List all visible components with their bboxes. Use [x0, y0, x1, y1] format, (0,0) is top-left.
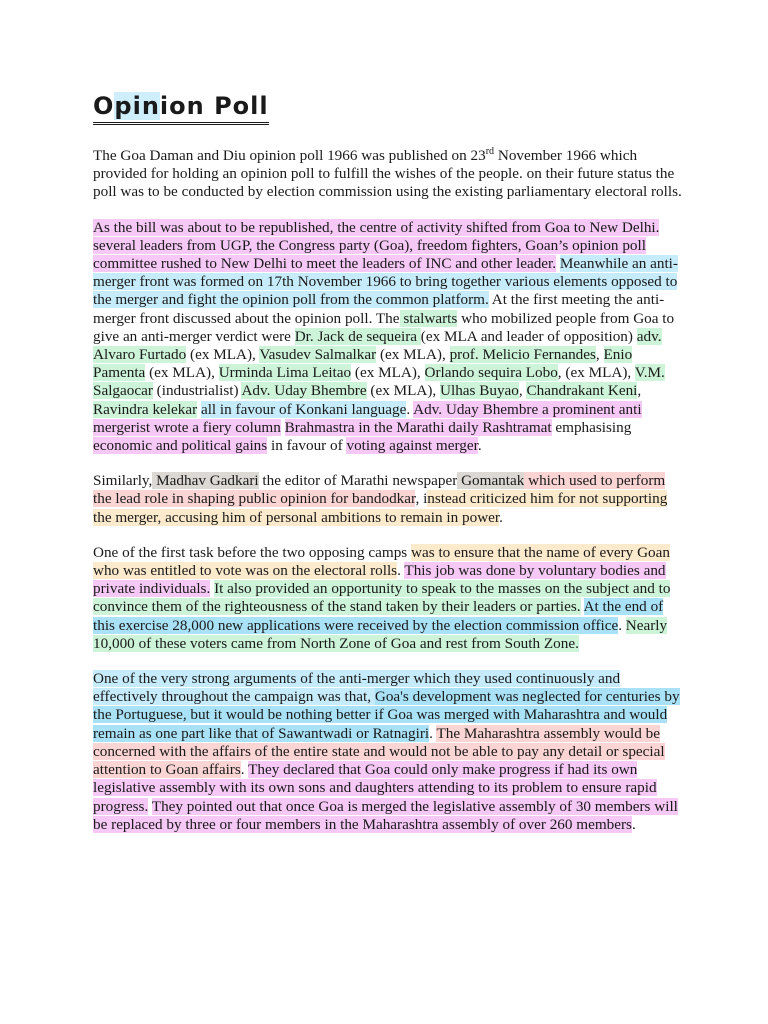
title-part: on Poll — [169, 92, 269, 120]
paragraph-2 — [93, 219, 683, 456]
highlight-gray: Gomantak — [457, 472, 525, 490]
paragraph-1 — [93, 147, 683, 202]
highlight-blue: all in favour of Konkani language — [200, 400, 407, 418]
highlight-blue-strong: Goa's development was neglected for centuries by the Portuguese, but it would be nothing better if Goa was merged with Maharashtra and would remain as one part like that of Sawantwadi or Ratnagiri — [93, 688, 680, 742]
text-span: . — [618, 616, 626, 634]
text-span: . — [499, 508, 503, 526]
text-span: in favour of — [267, 437, 347, 455]
text-span: , i — [415, 490, 428, 508]
text-span: (ex MLA), — [366, 382, 440, 400]
highlight-green: Ravindra kelekar — [93, 400, 198, 418]
highlight-green: Enio Pamenta — [93, 346, 633, 382]
text-span: . — [240, 761, 249, 779]
highlight-pink: wrote a fiery column — [153, 418, 281, 436]
highlight-blue: At the end of this exercise 28,000 new applications were received by the election commission office — [93, 598, 664, 634]
highlight-green: stalwarts — [399, 309, 458, 327]
text-span: One of the first task before the two opposing camps — [93, 543, 412, 561]
highlight-pink: voting against merger — [346, 437, 478, 455]
paragraph-5 — [93, 670, 683, 834]
highlight-gray: Madhav Gadkari — [152, 472, 259, 490]
title-part-highlight: pin — [114, 92, 160, 120]
text-span: , (ex MLA), — [557, 364, 635, 382]
paragraph-4 — [93, 544, 683, 653]
highlight-green: prof. Melicio Fernandes — [449, 346, 596, 364]
p1-superscript: rd — [485, 145, 495, 157]
highlight-green: Vasudev Salmalkar — [259, 346, 377, 364]
highlight-salmon: which used to perform the lead role in shaping public opinion for bandodkar — [93, 472, 666, 508]
p1-text-a: The Goa Daman and Diu opinion poll 1966 was published on 23 — [93, 147, 486, 164]
text-span: (ex MLA), — [376, 346, 450, 364]
highlight-pink: Brahmastra in the Marathi daily Rashtramat — [284, 418, 552, 436]
highlight-pink: They declared that Goa could only make progress if had its own legislative assembly with its own sons and daughters attending to its problem to ensure rapid progress. — [93, 761, 657, 815]
highlight-pink: economic and political gains — [93, 437, 268, 455]
text-span: , — [637, 382, 642, 400]
text-span: (industrialist) — [152, 382, 242, 400]
title-part: O — [93, 92, 115, 120]
text-span: . — [429, 724, 437, 742]
text-span: , — [595, 346, 604, 364]
highlight-pink: As the bill was about to be republished, the centre of activity shifted from Goa to New Delhi. several leaders from UGP, the Congress party (Goa), freedom fighters, Goan’s opinion poll committee rushed to New Delhi to meet the leaders of INC and other leader. — [93, 218, 660, 273]
highlight-salmon: The Maharashtra assembly would be concerned with the affairs of the entire state and would not be able to pay any detail or special attention to Goan affairs — [93, 724, 665, 779]
highlight-green: Chandrakant Keni — [526, 382, 638, 400]
highlight-green: adv. Alvaro Furtado — [93, 327, 662, 364]
highlight-pink: This job was done by voluntary bodies and private individuals. — [93, 562, 666, 598]
text-span: . — [477, 437, 482, 455]
highlight-pink: They pointed out that once Goa is merged the legislative assembly of 30 members will be replaced by three or four members in the Maharashtra assembly of over 260 members — [93, 797, 678, 833]
text-span: , — [518, 382, 527, 400]
title-part: i — [159, 92, 170, 120]
text-span: (ex MLA and leader of opposition) — [420, 327, 637, 345]
highlight-green: Orlando sequira Lobo — [424, 364, 558, 382]
highlight-yellow: was to ensure that the name of every Goan who was entitled to vote was on the electoral rolls — [93, 543, 670, 580]
text-span: (ex MLA), — [145, 364, 219, 382]
highlight-green: Adv. Uday Bhembre — [241, 382, 367, 400]
text-span: emphasising — [551, 418, 632, 436]
highlight-yellow: nstead criticized him for not supporting the merger, accusing him of personal ambitions to remain in power — [93, 490, 668, 526]
paragraph-3 — [93, 472, 683, 527]
text-span: (ex MLA), — [186, 346, 260, 364]
highlight-green: V.M. Salgaocar — [93, 364, 665, 400]
highlight-green: Ulhas Buyao — [440, 382, 519, 400]
highlight-green: Urminda Lima Leitao — [218, 364, 352, 382]
highlight-blue: Meanwhile an anti-merger front was formed on 17th November 1966 to bring together various elements opposed to the merger and fight the opinion poll from the common platform. — [93, 255, 678, 309]
highlight-green: Dr. Jack de sequeira — [294, 327, 421, 345]
document-page — [93, 90, 683, 851]
text-span: . — [397, 562, 405, 580]
text-span: . — [406, 400, 414, 418]
highlight-green: It also provided an opportunity to speak to the masses on the subject and to convince them of the righteousness of the stand taken by their leaders or parties. — [93, 580, 671, 616]
page-title — [93, 90, 269, 125]
text-span: . — [631, 815, 636, 833]
text-span: the editor of Marathi newspaper — [258, 472, 458, 490]
p1-text-b: November 1966 which provided for holding an opinion poll to fulfill the wishes of the people. on their future status the poll was to be conducted by election commission using the existing parliamentary electoral rolls. — [93, 147, 682, 201]
text-span: At the first meeting the anti-merger front discussed about the opinion poll. The — [93, 291, 665, 327]
text-span: (ex MLA), — [351, 364, 425, 382]
highlight-blue: One of the very strong arguments of the anti-merger which they used continuously and effectively throughout the campaign was that, — [93, 670, 621, 706]
highlight-green: Nearly 10,000 of these voters came from North Zone of Goa and rest from South Zone. — [93, 616, 668, 652]
highlight-pink: Adv. Uday Bhembre a prominent anti mergerist — [93, 400, 642, 436]
text-span: Similarly, — [93, 472, 153, 490]
text-span: who mobilized people from Goa to give an anti-merger verdict were — [93, 309, 675, 345]
